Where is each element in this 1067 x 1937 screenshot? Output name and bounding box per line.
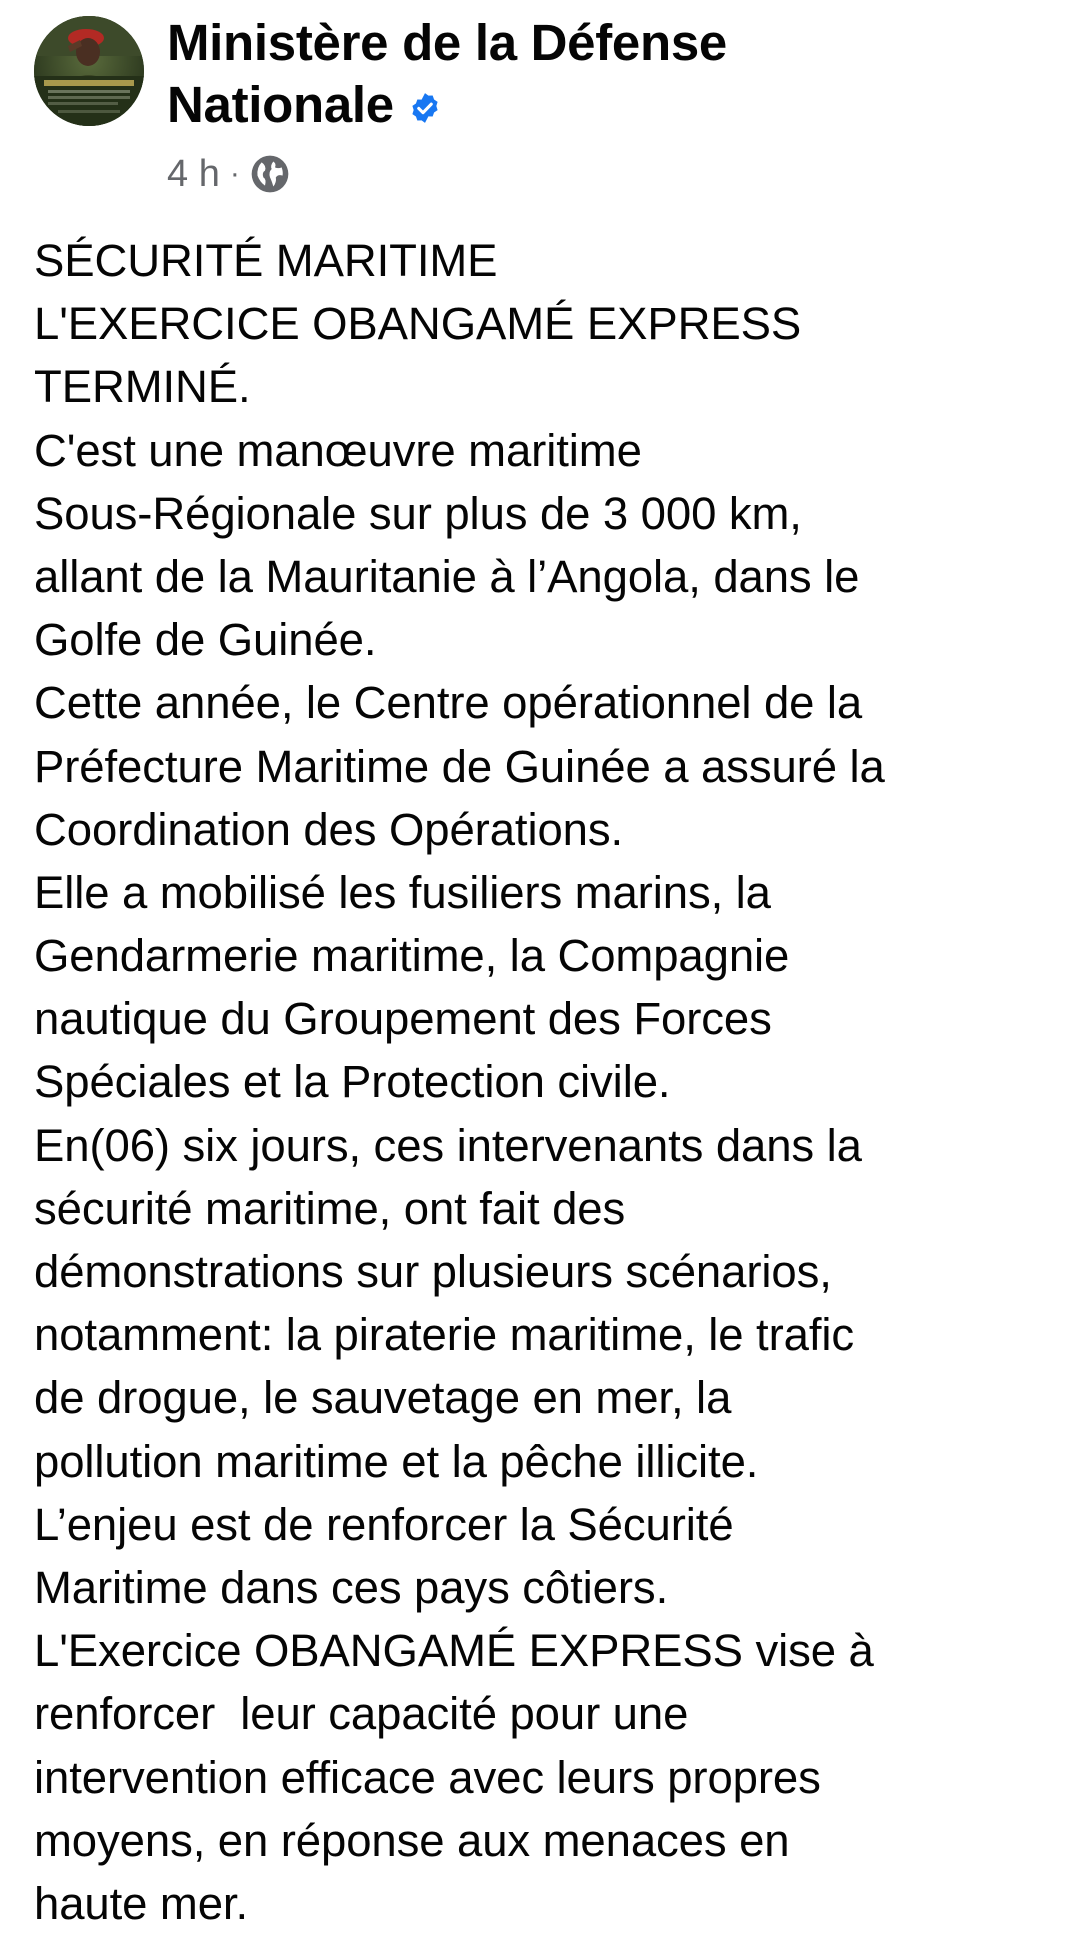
post-line: Coordination des Opérations. (34, 803, 624, 855)
post-line: Cette année, le Centre opérationnel de la (34, 677, 863, 729)
post-line: Golfe de Guinée. (34, 614, 377, 666)
verified-badge-icon (408, 77, 442, 111)
page-name-line-2[interactable]: Nationale (167, 76, 394, 133)
post-header (32, 12, 1042, 195)
post-line: sécurité maritime, ont fait des (34, 1182, 626, 1234)
post-line: haute mer. (34, 1877, 248, 1929)
page-avatar[interactable] (34, 16, 144, 126)
post-line: Elle a mobilisé les fusiliers marins, la (34, 866, 771, 918)
post-line: L’enjeu est de renforcer la Sécurité (34, 1498, 734, 1550)
post-line: notamment: la piraterie maritime, le trafic (34, 1309, 855, 1361)
post-line: pollution maritime et la pêche illicite. (34, 1435, 759, 1487)
post-line: C'est une manœuvre maritime (34, 424, 642, 476)
post-text (34, 229, 1064, 1935)
post-line: L'EXERCICE OBANGAMÉ EXPRESS (34, 298, 802, 350)
post-line: nautique du Groupement des Forces (34, 993, 772, 1045)
page-name[interactable] (167, 12, 867, 136)
globe-icon[interactable] (250, 154, 290, 194)
post-line: Sous-Régionale sur plus de 3 000 km, (34, 487, 802, 539)
post-line: Spéciales et la Protection civile. (34, 1056, 671, 1108)
post-line: renforcer leur capacité pour une (34, 1688, 689, 1740)
post-line: de drogue, le sauvetage en mer, la (34, 1372, 732, 1424)
meta-separator: · (229, 157, 240, 190)
avatar-image (34, 16, 144, 126)
post-line: démonstrations sur plusieurs scénarios, (34, 1246, 832, 1297)
post-line: allant de la Mauritanie à l’Angola, dans le (34, 550, 860, 602)
post-line: TERMINÉ. (34, 361, 251, 413)
post-line: En(06) six jours, ces intervenants dans la (34, 1119, 862, 1171)
post-timestamp[interactable]: 4 h (167, 152, 220, 195)
post-line: L'Exercice OBANGAMÉ EXPRESS vise à (34, 1625, 874, 1677)
page-name-line-1[interactable]: Ministère de la Défense (167, 14, 727, 71)
post-line: moyens, en réponse aux menaces en (34, 1814, 790, 1866)
post-line: Préfecture Maritime de Guinée a assuré la (34, 740, 885, 792)
post-line: intervention efficace avec leurs propres (34, 1751, 821, 1803)
post-meta (167, 152, 290, 196)
post-line: Gendarmerie maritime, la Compagnie (34, 930, 790, 982)
post-line: SÉCURITÉ MARITIME (34, 235, 498, 286)
post-line: Maritime dans ces pays côtiers. (34, 1561, 669, 1613)
